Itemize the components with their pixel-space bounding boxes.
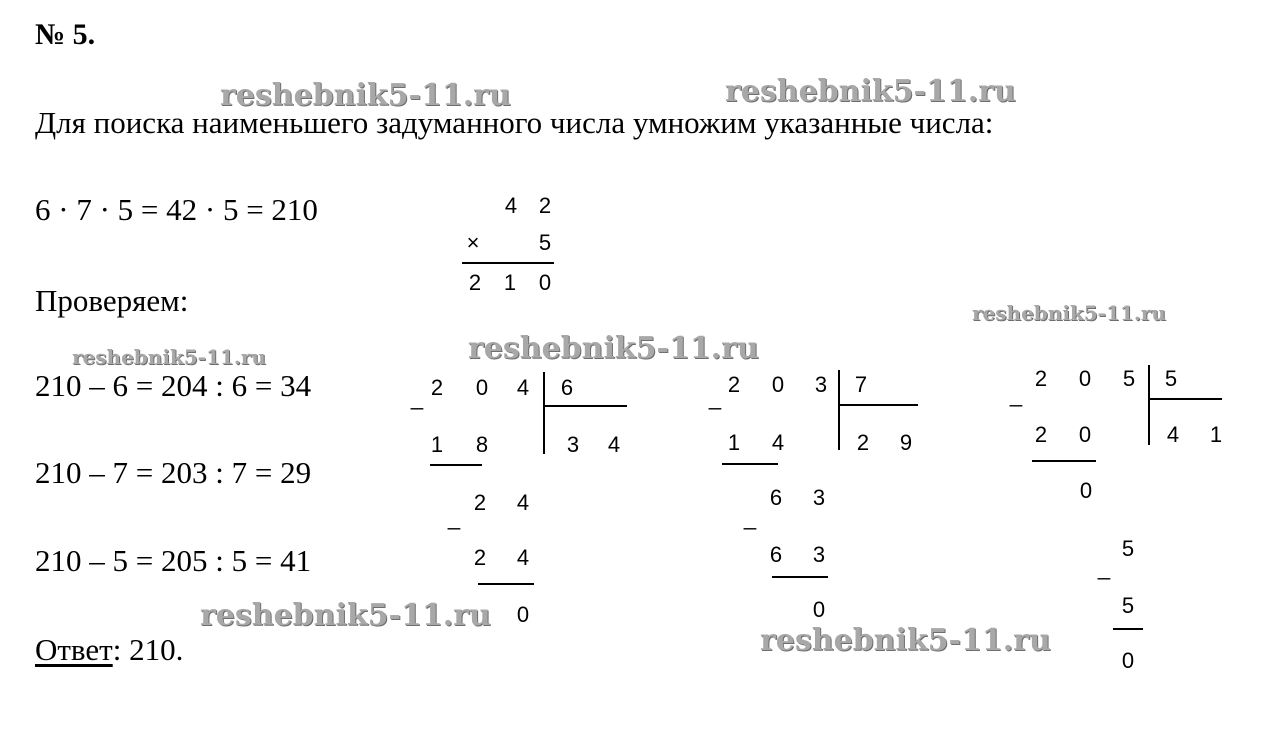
- div-digit: 4: [1166, 422, 1180, 447]
- check-line-2: 210 – 7 = 203 : 7 = 29: [35, 455, 312, 490]
- div-digit: 8: [475, 432, 489, 457]
- mul-line: [462, 262, 554, 264]
- check-line-1: 210 – 6 = 204 : 6 = 34: [35, 368, 312, 403]
- sub-line: [478, 583, 534, 585]
- mul-digit: 4: [504, 193, 518, 218]
- div-digit: 0: [771, 372, 785, 397]
- minus-sign: _: [1097, 555, 1111, 580]
- mul-digit: 2: [538, 193, 552, 218]
- div-digit: 4: [516, 545, 530, 570]
- mul-digit: 5: [538, 230, 552, 255]
- div-digit: 4: [607, 432, 621, 457]
- sub-line: [1032, 460, 1096, 462]
- div-digit: 3: [812, 485, 826, 510]
- div-digit: 4: [516, 375, 530, 400]
- mul-digit: 2: [468, 270, 482, 295]
- div-digit: 3: [814, 372, 828, 397]
- div-digit: 3: [566, 432, 580, 457]
- div-digit: 2: [1034, 366, 1048, 391]
- div-digit: 1: [430, 432, 444, 457]
- mul-digit: 1: [503, 270, 517, 295]
- sub-line: [430, 464, 482, 466]
- division-bar: [838, 370, 840, 450]
- div-digit: 2: [473, 490, 487, 515]
- div-digit: 6: [769, 485, 783, 510]
- div-digit: 2: [430, 375, 444, 400]
- div-digit: 6: [769, 542, 783, 567]
- division-line: [545, 405, 627, 407]
- div-digit: 0: [475, 375, 489, 400]
- div-digit: 0: [1078, 366, 1092, 391]
- div-digit: 6: [560, 375, 574, 400]
- minus-sign: _: [708, 385, 722, 410]
- division-line: [1150, 398, 1222, 400]
- div-digit: 1: [727, 430, 741, 455]
- division-bar: [1148, 365, 1150, 445]
- watermark: reshebnik5-11.ru: [220, 78, 511, 113]
- main-equation: 6 · 7 · 5 = 42 · 5 = 210: [35, 192, 318, 227]
- div-digit: 0: [812, 597, 826, 622]
- division-line: [840, 404, 918, 406]
- div-digit: 7: [854, 372, 868, 397]
- check-line-3: 210 – 5 = 205 : 5 = 41: [35, 543, 312, 578]
- div-digit: 0: [1079, 478, 1093, 503]
- div-digit: 9: [899, 430, 913, 455]
- div-digit: 2: [1034, 422, 1048, 447]
- watermark: reshebnik5-11.ru: [200, 598, 491, 633]
- div-digit: 2: [727, 372, 741, 397]
- div-digit: 0: [1121, 648, 1135, 673]
- sub-line: [1113, 628, 1143, 630]
- sub-line: [722, 463, 778, 465]
- watermark: reshebnik5-11.ru: [468, 331, 759, 366]
- minus-sign: _: [1009, 382, 1023, 407]
- div-digit: 2: [856, 430, 870, 455]
- div-digit: 0: [1078, 422, 1092, 447]
- div-digit: 5: [1122, 366, 1136, 391]
- problem-number: № 5.: [35, 18, 96, 51]
- answer-label: Ответ: [35, 632, 113, 667]
- intro-text: Для поиска наименьшего задуманного числа умножим указанные числа:: [35, 105, 994, 140]
- mul-digit: 0: [538, 270, 552, 295]
- div-digit: 4: [771, 430, 785, 455]
- div-digit: 5: [1164, 366, 1178, 391]
- div-digit: 0: [516, 602, 530, 627]
- minus-sign: _: [743, 505, 757, 530]
- div-digit: 2: [473, 545, 487, 570]
- sub-line: [772, 576, 828, 578]
- answer: [35, 632, 183, 668]
- minus-sign: _: [410, 385, 424, 410]
- division-bar: [543, 372, 545, 454]
- div-digit: 5: [1121, 593, 1135, 618]
- div-digit: 3: [812, 542, 826, 567]
- check-label: Проверяем:: [35, 283, 189, 318]
- div-digit: 4: [516, 490, 530, 515]
- watermark: reshebnik5-11.ru: [972, 301, 1166, 325]
- minus-sign: _: [447, 505, 461, 530]
- div-digit: 1: [1209, 422, 1223, 447]
- watermark: reshebnik5-11.ru: [72, 345, 266, 369]
- answer-value: : 210.: [112, 632, 184, 667]
- mul-sign: ×: [466, 230, 480, 255]
- div-digit: 5: [1121, 536, 1135, 561]
- watermark: reshebnik5-11.ru: [760, 623, 1051, 658]
- watermark: reshebnik5-11.ru: [725, 74, 1016, 109]
